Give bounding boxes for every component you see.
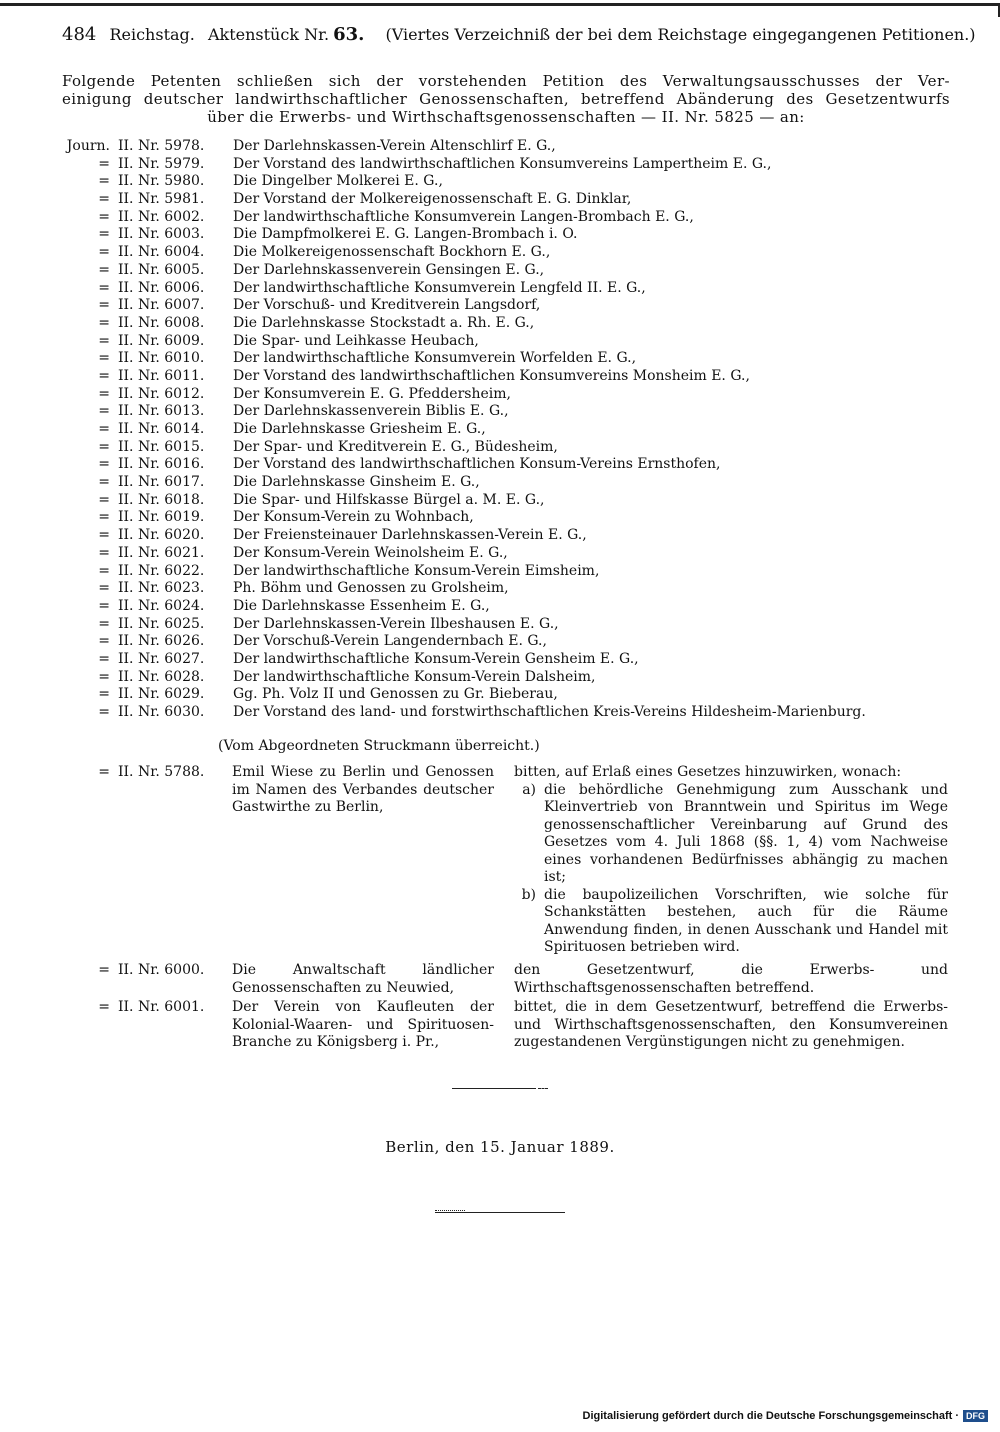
petitioner-name: Der landwirthschaftliche Konsumverein Lengfeld II. E. G., — [233, 279, 646, 296]
document-label — [208, 25, 372, 44]
ditto-mark: = — [98, 314, 110, 331]
closing-rule-dots — [435, 1210, 465, 1211]
ditto-mark: = — [98, 297, 110, 314]
ditto-mark: = — [98, 491, 110, 508]
point-label: b) — [521, 886, 536, 903]
petitioner: Die Anwaltschaft ländlicher Genossenschaften zu Neuwied, — [232, 962, 494, 996]
separator-rule-dash — [538, 1088, 548, 1089]
dfg-logo: DFG — [963, 1410, 988, 1422]
petitioner: Der Verein von Kaufleuten der Kolonial-Waaren- und Spirituosen-Branche zu Königsberg i. Pr., — [232, 999, 494, 1050]
petitioner-name: Der Vorschuß-Verein Langendernbach E. G., — [233, 633, 547, 650]
top-rule — [0, 3, 1000, 6]
petitioner-name: Der Vorschuß- und Kreditverein Langsdorf, — [233, 297, 541, 314]
document-number: 63. — [333, 24, 365, 45]
ditto-mark: = — [98, 704, 110, 720]
ditto-mark: = — [98, 527, 110, 544]
ditto-mark: = — [98, 367, 110, 384]
petitioner-name: Die Darlehnskasse Griesheim E. G., — [233, 421, 486, 437]
ditto-mark: = — [98, 350, 110, 367]
petition-reference: II. Nr. 6021. — [118, 544, 205, 561]
petition-reference: II. Nr. 6027. — [118, 650, 205, 667]
petitioner-name: Die Dampfmolkerei E. G. Langen-Brombach i. O. — [233, 226, 578, 243]
intro-line-1: Folgende Petenten schließen sich der vorstehenden Petition des Verwaltungsausschusses der Ver- — [62, 72, 950, 90]
ditto-mark: = — [98, 650, 110, 667]
petition-reference: II. Nr. 6010. — [118, 350, 205, 367]
list-item — [58, 403, 958, 421]
list-item — [58, 226, 958, 244]
list-item — [58, 191, 958, 209]
list-item — [58, 297, 958, 315]
petition-subject: bittet, die in dem Gesetzentwurf, betreffend die Erwerbs- und Wirthschaftsgenossenschaften, den Konsumvereinen zugestandenen Vergünstigungen nicht zu genehmigen. — [514, 999, 948, 1050]
ditto-mark: = — [98, 244, 110, 261]
petition-reference: II. Nr. 6008. — [118, 314, 205, 331]
petitioner-name: Gg. Ph. Volz II und Genossen zu Gr. Bieberau, — [233, 686, 558, 703]
ditto-mark: = — [98, 686, 110, 703]
petitioner: Emil Wiese zu Berlin und Genossen im Namen des Verbandes deutscher Gastwirthe zu Berlin, — [232, 764, 494, 815]
document-label-text: Aktenstück Nr. — [207, 25, 330, 44]
credit-text: Digitalisierung gefördert durch die Deutsche Forschungsgemeinschaft — [582, 1410, 953, 1422]
petition-reference: II. Nr. 5980. — [118, 173, 205, 190]
list-item — [58, 633, 958, 651]
list-item — [58, 456, 958, 474]
petitioner-name: Der Spar- und Kreditverein E. G., Büdesheim, — [233, 438, 558, 455]
closing-rule — [435, 1212, 565, 1213]
petitioner-list — [58, 138, 958, 722]
petitioner-name: Die Dingelber Molkerei E. G., — [233, 173, 443, 190]
petition-reference: II. Nr. 6011. — [118, 367, 205, 384]
list-item — [58, 138, 958, 156]
ditto-mark: = — [98, 615, 110, 632]
ditto-mark: = — [98, 332, 110, 349]
petition-reference: II. Nr. 6015. — [118, 438, 205, 455]
page-number: 484 — [62, 24, 97, 45]
list-item — [58, 563, 958, 581]
list-item — [58, 651, 958, 669]
intro-paragraph — [62, 72, 950, 126]
petition-request: bitten, auf Erlaß eines Gesetzes hinzuwirken, wonach: — [514, 764, 902, 780]
ditto-mark: = — [98, 764, 110, 780]
petition-reference: II. Nr. 6000. — [118, 962, 205, 978]
petition-reference: II. Nr. 6022. — [118, 562, 205, 579]
petition-reference: II. Nr. 6007. — [118, 297, 205, 314]
ditto-mark: = — [98, 226, 110, 243]
petition-reference: II. Nr. 6029. — [118, 686, 205, 703]
petitioner-name: Der Freiensteinauer Darlehnskassen-Verein E. G., — [233, 527, 587, 544]
list-item — [58, 616, 958, 634]
date-line: Berlin, den 15. Januar 1889. — [385, 1138, 615, 1156]
petition-reference: II. Nr. 5788. — [118, 764, 205, 780]
petitioner-name: Der landwirthschaftliche Konsum-Verein Dalsheim, — [233, 668, 596, 685]
petition-reference: II. Nr. 6006. — [118, 279, 205, 296]
list-item — [58, 244, 958, 262]
ditto-mark: = — [98, 385, 110, 402]
ditto-mark: = — [98, 208, 110, 225]
petition-reference: II. Nr. 6013. — [118, 403, 205, 420]
list-item — [58, 262, 958, 280]
petitioner-name: Die Darlehnskasse Essenheim E. G., — [233, 597, 490, 614]
ditto-mark: = — [98, 403, 110, 420]
petitioner-name: Die Spar- und Leihkasse Heubach, — [233, 332, 479, 349]
page-header-title: (Viertes Verzeichniß der bei dem Reichstage eingegangenen Petitionen.) — [385, 25, 976, 44]
petition-reference: II. Nr. 6018. — [118, 491, 205, 508]
petitioner-name: Ph. Böhm und Genossen zu Grolsheim, — [233, 580, 509, 597]
petition-reference: II. Nr. 6023. — [118, 580, 205, 597]
petitioner-name: Der Darlehnskassen-Verein Ilbeshausen E. G., — [233, 615, 559, 632]
petitioner-name: Die Darlehnskasse Ginsheim E. G., — [233, 474, 480, 491]
petition-reference: II. Nr. 6005. — [118, 261, 205, 278]
ditto-mark: = — [98, 173, 110, 190]
petition-reference: II. Nr. 6024. — [118, 597, 205, 614]
ditto-mark: = — [98, 474, 110, 491]
petitioner-name: Der Konsum-Verein zu Wohnbach, — [233, 509, 474, 526]
list-item — [58, 545, 958, 563]
ditto-mark: = — [98, 962, 110, 978]
petition-reference: II. Nr. 6030. — [118, 704, 205, 720]
petition-reference: II. Nr. 6002. — [118, 208, 205, 225]
petition-reference: II. Nr. 6016. — [118, 456, 205, 473]
petitioner-name: Der Darlehnskassen-Verein Altenschlirf E. G., — [233, 138, 556, 154]
petitioner-name: Der landwirthschaftliche Konsum-Verein Eimsheim, — [233, 562, 600, 579]
separator-rule — [452, 1088, 536, 1089]
list-item — [58, 173, 958, 191]
point-text: die baupolizeilichen Vorschriften, wie solche für Schankstätten bestehen, auch für die Räume Anwendung finden, in denen Ausschank und Handel mit Spirituosen betrieben wird. — [544, 886, 948, 955]
ditto-mark: = — [98, 261, 110, 278]
list-item — [58, 350, 958, 368]
ditto-mark: = — [98, 509, 110, 526]
petition-reference: II. Nr. 6003. — [118, 226, 205, 243]
petition-reference: II. Nr. 6020. — [118, 527, 205, 544]
list-item — [58, 439, 958, 457]
petitioner-name: Der landwirthschaftliche Konsumverein Langen-Brombach E. G., — [233, 208, 694, 225]
ditto-mark: = — [98, 155, 110, 172]
intro-line-2: einigung deutscher landwirthschaftlicher Genossenschaften, betreffend Abänderung des Gesetzentwurfs — [62, 90, 950, 108]
petitioner-name: Der Darlehnskassenverein Biblis E. G., — [233, 403, 509, 420]
point-text: die behördliche Genehmigung zum Ausschank und Kleinvertrieb von Branntwein und Spiritus im Wege genossenschaftlicher Vereinbarung auf Grund des Gesetzes vom 4. Juli 1868 (§§. 1, 4) vom Nachweise eines vorhandenen Bedürfnisses abhängig zu machen ist; — [544, 781, 948, 885]
ditto-mark: = — [98, 544, 110, 561]
point-label: a) — [522, 781, 536, 798]
list-item — [58, 492, 958, 510]
petition-reference: II. Nr. 6028. — [118, 668, 205, 685]
list-item — [58, 368, 958, 386]
petition-reference: II. Nr. 6019. — [118, 509, 205, 526]
list-item — [58, 704, 958, 722]
list-item — [58, 580, 958, 598]
petitioner-name: Die Darlehnskasse Stockstadt a. Rh. E. G., — [233, 314, 535, 331]
ditto-mark: = — [98, 562, 110, 579]
ditto-mark: = — [98, 597, 110, 614]
petitioner-name: Der Darlehnskassenverein Gensingen E. G., — [233, 261, 545, 278]
credit-dot: · — [955, 1410, 959, 1422]
petition-subject — [514, 764, 948, 957]
petition-point-a — [514, 782, 948, 887]
ditto-mark: = — [98, 191, 110, 208]
petition-reference: II. Nr. 6014. — [118, 421, 205, 437]
list-item — [58, 669, 958, 687]
petition-reference: II. Nr. 5978. — [118, 138, 205, 154]
ditto-mark: = — [98, 279, 110, 296]
petition-reference: II. Nr. 5981. — [118, 191, 205, 208]
publication-name: Reichstag. — [109, 25, 195, 44]
ditto-mark: = — [98, 999, 110, 1015]
petitioner-name: Der Vorstand des landwirthschaftlichen Konsum-Vereins Ernsthofen, — [233, 456, 721, 473]
petition-subject: den Gesetzentwurf, die Erwerbs- und Wirthschaftsgenossenschaften betreffend. — [514, 962, 948, 996]
petition-reference: II. Nr. 6009. — [118, 332, 205, 349]
list-item — [58, 315, 958, 333]
list-item — [58, 280, 958, 298]
petitioner-name: Der Vorstand der Molkereigenossenschaft E. G. Dinklar, — [233, 191, 632, 208]
petitioner-name: Die Molkereigenossenschaft Bockhorn E. G., — [233, 244, 551, 261]
ditto-mark: = — [98, 633, 110, 650]
list-item — [58, 333, 958, 351]
list-item — [58, 598, 958, 616]
list-item — [58, 509, 958, 527]
page-header — [62, 24, 976, 50]
ditto-mark: = — [98, 438, 110, 455]
list-item — [58, 686, 958, 704]
petitioner-name: Der Vorstand des land- und forstwirthschaftlichen Kreis-Vereins Hildesheim-Marienburg. — [233, 704, 866, 720]
petition-reference: II. Nr. 6025. — [118, 615, 205, 632]
petitioner-name: Der landwirthschaftliche Konsum-Verein Gensheim E. G., — [233, 650, 639, 667]
petition-reference: II. Nr. 5979. — [118, 155, 205, 172]
petitioner-name: Der landwirthschaftliche Konsumverein Worfelden E. G., — [233, 350, 637, 367]
petitioner-name: Die Spar- und Hilfskasse Bürgel a. M. E. G., — [233, 491, 545, 508]
ditto-mark: = — [98, 421, 110, 437]
ditto-mark: = — [98, 456, 110, 473]
petitioner-name: Der Vorstand des landwirthschaftlichen Konsumvereins Monsheim E. G., — [233, 367, 750, 384]
list-item — [58, 209, 958, 227]
intro-line-3: über die Erwerbs- und Wirthschaftsgenossenschaften — II. Nr. 5825 — an: — [207, 108, 805, 126]
petition-reference: II. Nr. 6012. — [118, 385, 205, 402]
journal-label: Journ. — [66, 138, 110, 154]
digitization-credit — [583, 1410, 988, 1422]
petition-point-b — [514, 887, 948, 957]
petitioner-name: Der Vorstand des landwirthschaftlichen Konsumvereins Lampertheim E. G., — [233, 155, 772, 172]
petition-reference: II. Nr. 6004. — [118, 244, 205, 261]
list-item — [58, 474, 958, 492]
petitioner-name: Der Konsum-Verein Weinolsheim E. G., — [233, 544, 508, 561]
ditto-mark: = — [98, 668, 110, 685]
list-item — [58, 421, 958, 439]
list-item — [58, 527, 958, 545]
list-item — [58, 386, 958, 404]
list-item — [58, 156, 958, 174]
ditto-mark: = — [98, 580, 110, 597]
petition-reference: II. Nr. 6026. — [118, 633, 205, 650]
petition-reference: II. Nr. 6017. — [118, 474, 205, 491]
list-note: (Vom Abgeordneten Struckmann überreicht.) — [218, 738, 540, 754]
petition-reference: II. Nr. 6001. — [118, 999, 205, 1015]
petitioner-name: Der Konsumverein E. G. Pfeddersheim, — [233, 385, 511, 402]
